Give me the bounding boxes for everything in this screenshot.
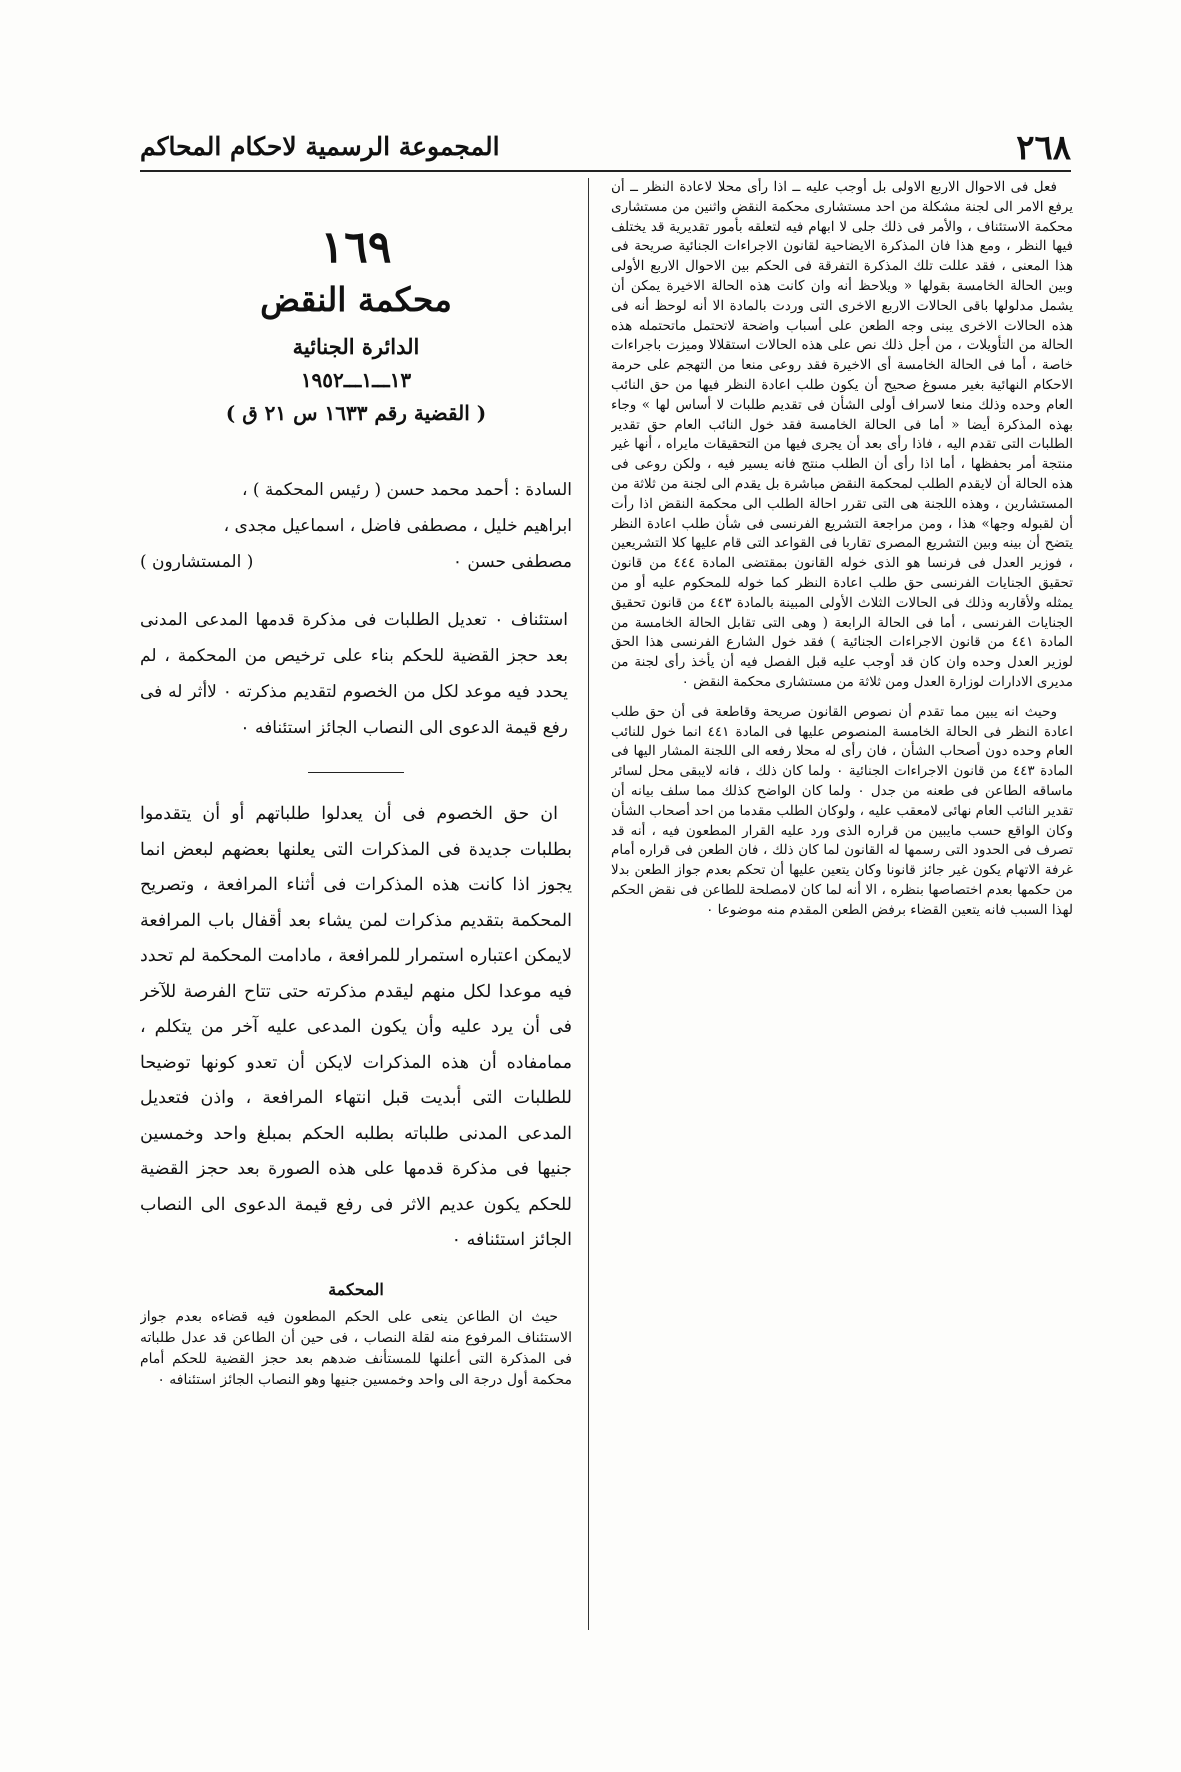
judges-role: ( المستشارون ) [140, 552, 254, 572]
ruling-text: حيث ان الطاعن ينعى على الحكم المطعون فيه قضاءه بعدم جواز الاستئناف المرفوع منه لقلة النصاب ، فى حين أن الطاعن قد عدل طلباته فى المذكرة التى أعلنها للمستأنف ضدهم بعد حجز القضية للحكم أمام محكمة أول درجة الى واحد وخمسين جنيها وهو النصاب الجائز استئنافه ٠ [140, 1308, 572, 1388]
ruling-heading: المحكمة [328, 1279, 384, 1299]
column-divider [588, 178, 589, 1630]
header-rule [140, 170, 1071, 172]
right-column [611, 178, 1073, 1632]
chamber-name: الدائرة الجنائية [292, 334, 420, 359]
left-column [140, 178, 572, 1632]
judges-last-name: مصطفى حسن ٠ [452, 552, 572, 572]
judges-line-3 [140, 544, 572, 580]
case-number: ١٦٩ [320, 222, 392, 273]
running-title: المجموعة الرسمية لاحكام المحاكم [140, 132, 500, 161]
judges-line-2: ابراهيم خليل ، مصطفى فاضل ، اسماعيل مجدى ، [223, 516, 572, 536]
page-header [140, 128, 1071, 168]
judges-line-1: السادة : أحمد محمد حسن ( رئيس المحكمة ) ، [241, 480, 572, 500]
right-column-paragraph-2: وحيث انه يبين مما تقدم أن نصوص القانون صريحة وقاطعة فى أن حق طلب اعادة النظر فى الحالة الخامسة المنصوص عليها فى المادة ٤٤١ انما خول للنائب العام وحده دون أصحاب الشأن ، فان رأى له محلا رفعه الى اللجنة المشار اليها فى المادة ٤٤٣ من قانون الاجراءات الجنائية ٠ ولما كان ذلك ، فانه لايبقى محل لسائر ماساقه الطاعن فى طعنه من جدل ٠ ولما كان الواضح كذلك مما سلف بيانه أن تقدير النائب العام نهائى لامعقب عليه ، ولوكان الطلب مقدما من احد أصحاب الشأن وكان الواقع حسب مايبين من قراره الذى ورد عليه القرار المطعون فيه ، أنه قد تصرف فى الحدود التى رسمها له القانون لما كان ذلك ، فان الطعن فى قراره أمام غرفة الاتهام يكون غير جائز قانونا وكان يتعين عليها أن تحكم بعدم جواز الطعن بدلا من حكمها بعدم اختصاصها بنظره ، الا أنه لما كان لامصلحة للطاعن فى نقض الحكم لهذا السبب فانه يتعين القضاء برفض الطعن المقدم منه موضوعا ٠ [611, 703, 1073, 918]
judges-panel [140, 472, 572, 580]
legal-principle: ان حق الخصوم فى أن يعدلوا طلباتهم أو أن يتقدموا بطلبات جديدة فى المذكرات التى يعلنها بعضهم لبعض انما يجوز اذا كانت هذه المذكرات فى أثناء المرافعة ، وتصريح المحكمة بتقديم مذكرات لمن يشاء بعد أقفال باب المرافعة لايمكن اعتباره استمرار للمرافعة ، مادامت المحكمة لم تحدد فيه موعدا لكل منهم ليقدم مذكرته حتى تتاح الفرصة للآخر فى أن يرد عليه وأن يكون المدعى عليه آخر من يتكلم ، ممامفاده أن هذه المذكرات لايكن أن تعدو كونها توضيحا للطلبات التى أبديت قبل انتهاء المرافعة ، واذن فتعديل المدعى المدنى طلباته بطلبه الحكم بمبلغ واحد وخمسين جنيها فى مذكرة قدمها على هذه الصورة بعد حجز القضية للحكم يكون عديم الاثر فى رفع قيمة الدعوى الى النصاب الجائز استئنافه ٠ [140, 804, 572, 1250]
right-column-paragraph-1: فعل فى الاحوال الاربع الاولى بل أوجب عليه ــ اذا رأى محلا لاعادة النظر ــ أن يرفع الامر الى لجنة مشكلة من احد مستشارى محكمة النقض واثنين من مستشارى محكمة الاستئناف ، والأمر فى ذلك جلى لا ابهام فيه لتعلقه بأمور تقديرية قد يختلف فيها النظر ، ومع هذا فان المذكرة الايضاحية لقانون الاجراءات الجنائية صريحة فى هذا المعنى ، فقد عللت تلك المذكرة التفرقة فى الحكم بين الاحوال الاربع الأولى وبين الحالة الخامسة بقولها « ويلاحظ أنه وان كانت هذه الحالة الاخيرة يمكن أن يشمل مدلولها باقى الحالات الاربع الاخرى التى وردت بالمادة الا أنه لوحظ أنه فى هذه الحالات الاخرى يبنى وجه الطعن على أسباب واضحة لاتحتمل ماتحتمله هذه الحالة من التأويلات ، من أجل ذلك نص على هذه الحالات استقلالا وميزت باجراءات خاصة ، أما فى الحالة الخامسة أى الاخيرة فقد روعى منعا من التهجم على حرمة الاحكام النهائية بغير مسوغ صحيح أن يكون طلب اعادة النظر فيها من حق النائب العام وحده وذلك منعا لاسراف أولى الشأن فى تقديم طلبات لا أساس لها » وجاء بهذه المذكرة أيضا « أما فى الحالة الخامسة فقد خول النائب العام حق تقدير الطلبات التى تقدم اليه ، فاذا رأى بعد أن يجرى فيها من التحقيقات مايراه ، أنها غير منتجة أمر بحفظها ، أما اذا رأى أن الطلب منتج فانه يسير فيه ، ولكن روعى فى هذه الحالة أن لايقدم الطلب لمحكمة النقض مباشرة بل يقدم الى لجنة من ثلاثة من المستشارين ، وهذه اللجنة هى التى تقرر احالة الطلب الى محكمة النقض اذا رأت أن لقبوله وجها» هذا ، ومن مراجعة التشريع الفرنسى فى شأن طلب اعادة النظر يتضح أن بينه وبين التشريع المصرى تقاربا فى القواعد التى قام عليها كلا التشريعين ، فوزير العدل فى فرنسا هو الذى خوله القانون بمقتضى المادة ٤٤٤ من قانون تحقيق الجنايات الفرنسى حق طلب اعادة النظر كما خوله للمحكوم عليه أو من يمثله ولأقاربه وذلك فى الحالات الثلاث الأولى المبينة بالمادة ٤٤٣ من قانون تحقيق الجنايات الفرنسى ، أما فى الحالة الرابعة ( وهى التى تقابل الحالة الخامسة من المادة ٤٤١ من قانون الاجراءات الجنائية ) فقد خول الشارع الفرنسى هذا الحق لوزير العدل وحده وان كان قد أوجب عليه قبل الفصل فيه أن يأخذ رأى لجنة من مديرى الادارات لوزارة العدل ومن ثلاثة من مستشارى محكمة النقض ٠ [611, 179, 1073, 690]
section-rule [308, 772, 404, 773]
headnote: استئناف ٠ تعديل الطلبات فى مذكرة قدمها المدعى المدنى بعد حجز القضية للحكم بناء على ترخيص من المحكمة ، لم يحدد فيه موعد لكل من الخصوم لتقديم مذكرته ٠ لاأثر له فى رفع قيمة الدعوى الى النصاب الجائز استئنافه ٠ [140, 610, 568, 738]
court-name: محكمة النقض [260, 280, 452, 319]
case-date: ١٣ـــ١ـــ١٩٥٢ [300, 368, 412, 392]
page-number: ٢٦٨ [1016, 128, 1071, 168]
case-reference: ( القضية رقم ١٦٣٣ س ٢١ ق ) [225, 401, 487, 425]
